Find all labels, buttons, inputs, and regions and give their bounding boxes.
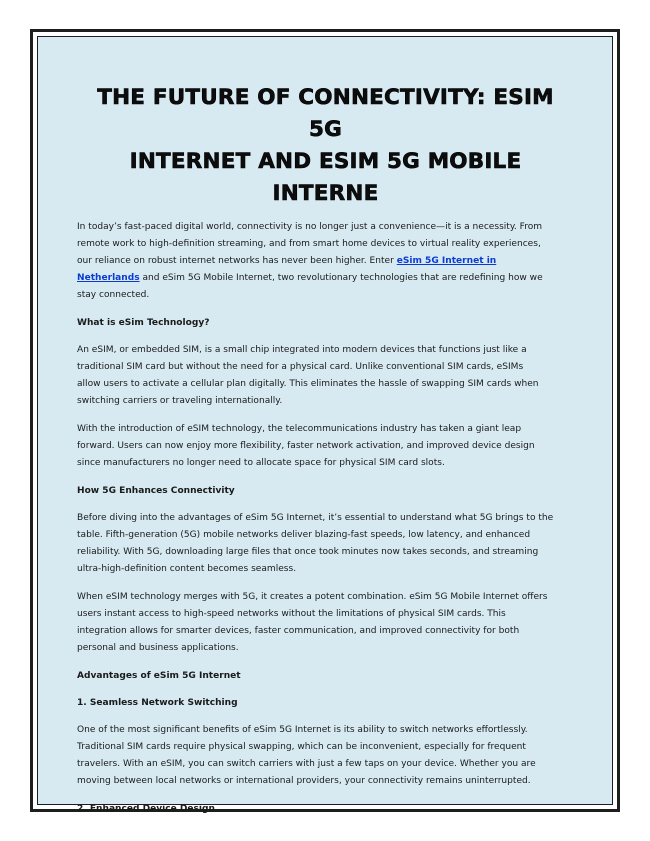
text-line: allow users to activate a cellular plan digitally. This eliminates the hassle of swapping SIM cards when <box>77 379 539 389</box>
text-line: One of the most significant benefits of eSim 5G Internet is its ability to switch networks effortlessly. <box>77 725 528 735</box>
text-line: Traditional SIM cards require physical swapping, which can be inconvenient, especially for frequent <box>77 742 526 752</box>
page-title <box>77 82 574 210</box>
what-paragraph-2 <box>77 421 574 472</box>
intro-line-4: and eSim 5G Mobile Internet, two revolutionary technologies that are redefining how we <box>139 273 543 283</box>
text-line: switching carriers or traveling internationally. <box>77 396 283 406</box>
text-line: ultra-high-definition content becomes seamless. <box>77 564 297 574</box>
intro-line-5: stay connected. <box>77 290 150 300</box>
advantage-2-heading: 2. Enhanced Device Design <box>77 804 215 814</box>
advantage-1-paragraph <box>77 722 574 790</box>
advantage-1-heading: 1. Seamless Network Switching <box>77 698 238 708</box>
esim-netherlands-link[interactable]: eSim 5G Internet in <box>396 256 497 266</box>
intro-paragraph <box>77 219 574 304</box>
advantages-heading: Advantages of eSim 5G Internet <box>77 671 241 681</box>
text-line: integration allows for smarter devices, faster communication, and improved connectivity for both <box>77 626 520 636</box>
text-line: When eSIM technology merges with 5G, it creates a potent combination. eSim 5G Mobile Internet offers <box>77 592 548 602</box>
how-paragraph-1 <box>77 510 574 578</box>
intro-line-3: our reliance on robust internet networks has never been higher. Enter <box>77 256 397 266</box>
esim-netherlands-link-cont[interactable]: Netherlands <box>77 273 140 283</box>
intro-line-1: In today’s fast-paced digital world, connectivity is no longer just a convenience—it is a necessity. From <box>77 222 543 232</box>
text-line: users instant access to high-speed networks without the limitations of physical SIM cards. This <box>77 609 506 619</box>
text-line: table. Fifth-generation (5G) mobile networks deliver blazing-fast speeds, low latency, and enhanced <box>77 530 531 540</box>
text-line: An eSIM, or embedded SIM, is a small chip integrated into modern devices that functions just like a <box>77 345 527 355</box>
text-line: since manufacturers no longer need to allocate space for physical SIM card slots. <box>77 458 445 468</box>
title-line-1: THE FUTURE OF CONNECTIVITY: ESIM 5G <box>97 85 554 142</box>
text-line: traditional SIM card but without the need for a physical card. Unlike conventional SIM cards, eSIMs <box>77 362 524 372</box>
text-line: travelers. With an eSIM, you can switch carriers with just a few taps on your device. Whether you are <box>77 759 536 769</box>
text-line: With the introduction of eSIM technology, the telecommunications industry has taken a giant leap <box>77 424 522 434</box>
text-line: forward. Users can now enjoy more flexibility, faster network activation, and improved device design <box>77 441 535 451</box>
how-paragraph-2 <box>77 589 574 657</box>
text-line: Before diving into the advantages of eSim 5G Internet, it’s essential to understand what 5G brings to the <box>77 513 554 523</box>
how-heading: How 5G Enhances Connectivity <box>77 486 235 496</box>
what-paragraph-1 <box>77 342 574 410</box>
what-heading: What is eSim Technology? <box>77 318 210 328</box>
document-body <box>77 82 574 828</box>
title-line-2: INTERNET AND ESIM 5G MOBILE INTERNE <box>129 149 522 206</box>
intro-line-2: remote work to high-definition streaming, and from smart home devices to virtual reality experiences, <box>77 239 541 249</box>
text-line: moving between local networks or international providers, your connectivity remains uninterrupted. <box>77 776 531 786</box>
text-line: personal and business applications. <box>77 643 239 653</box>
text-line: reliability. With 5G, downloading large files that once took minutes now takes seconds, and streaming <box>77 547 539 557</box>
